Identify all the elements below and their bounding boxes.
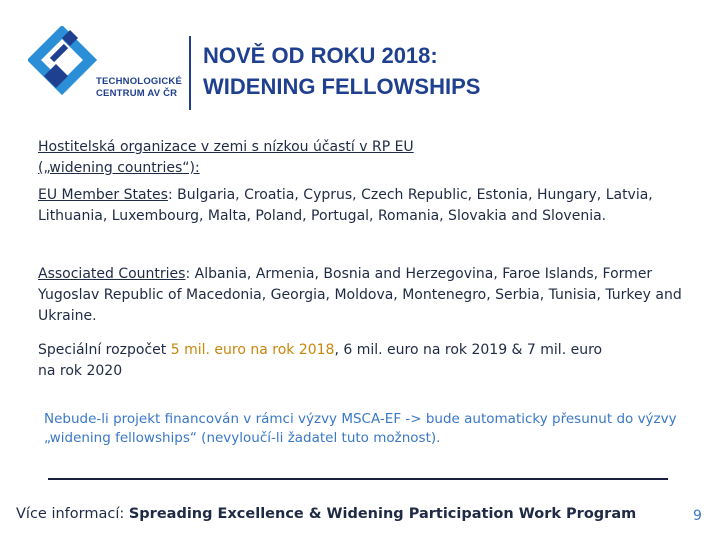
title-line-1: NOVĚ OD ROKU 2018:	[203, 43, 438, 68]
budget-pre: Speciální rozpočet	[38, 342, 171, 358]
host-line-2: („widening countries“):	[38, 160, 200, 176]
eu-member-states-paragraph	[38, 185, 710, 227]
budget-post: , 6 mil. euro na rok 2019 & 7 mil. euro na rok 2020	[38, 342, 603, 379]
eu-post: , Estonia, Hungary, Latvia, Lithuania, Luxembourg, Malta, Poland, Portugal, Romania, Slovakia and Slovenia.	[38, 187, 653, 224]
eu-member-states-label: EU Member States	[38, 187, 168, 203]
eu-czech: Czech Republic	[361, 187, 468, 203]
footer-divider	[48, 478, 668, 480]
logo-line-2: CENTRUM AV ČR	[96, 87, 178, 99]
footer-label: Více informací:	[16, 506, 129, 522]
page-title	[203, 40, 480, 102]
footer-link-text: Spreading Excellence & Widening Participation Work Program	[128, 506, 637, 522]
msca-note-text: Nebude-li projekt financován v rámci výzvy MSCA-EF -> bude automaticky přesunut do výzvy „widening fellowships“ (nevyloučí-li žadatel tuto možnost).	[44, 411, 677, 446]
eu-sep: :	[167, 187, 178, 203]
msca-note	[44, 410, 684, 448]
title-line-2: WIDENING FELLOWSHIPS	[203, 74, 481, 99]
logo-graphic	[28, 26, 98, 110]
associated-countries-paragraph	[38, 264, 710, 327]
logo-line-1: TECHNOLOGICKÉ	[96, 76, 182, 87]
footer	[16, 506, 636, 522]
assoc-text: Albania, Armenia, Bosnia and Herzegovina, Faroe Islands, Former Yugoslav Republic of Macedonia, Georgia, Moldova, Montenegro, Serbia, Tunisia, Turkey and Ukraine.	[38, 266, 682, 324]
eu-pre: Bulgaria, Croatia, Cyprus,	[177, 187, 362, 203]
title-divider	[189, 36, 191, 110]
host-heading	[38, 137, 414, 179]
budget-highlight: 5 mil. euro na rok 2018	[170, 342, 335, 358]
logo	[28, 26, 182, 110]
page-number: 9	[693, 508, 702, 524]
associated-countries-label: Associated Countries	[38, 266, 186, 282]
assoc-sep: :	[185, 266, 195, 282]
budget-paragraph	[38, 340, 618, 382]
host-line-1: Hostitelská organizace v zemi s nízkou účastí v RP EU	[38, 139, 414, 155]
logo-text	[96, 76, 182, 99]
